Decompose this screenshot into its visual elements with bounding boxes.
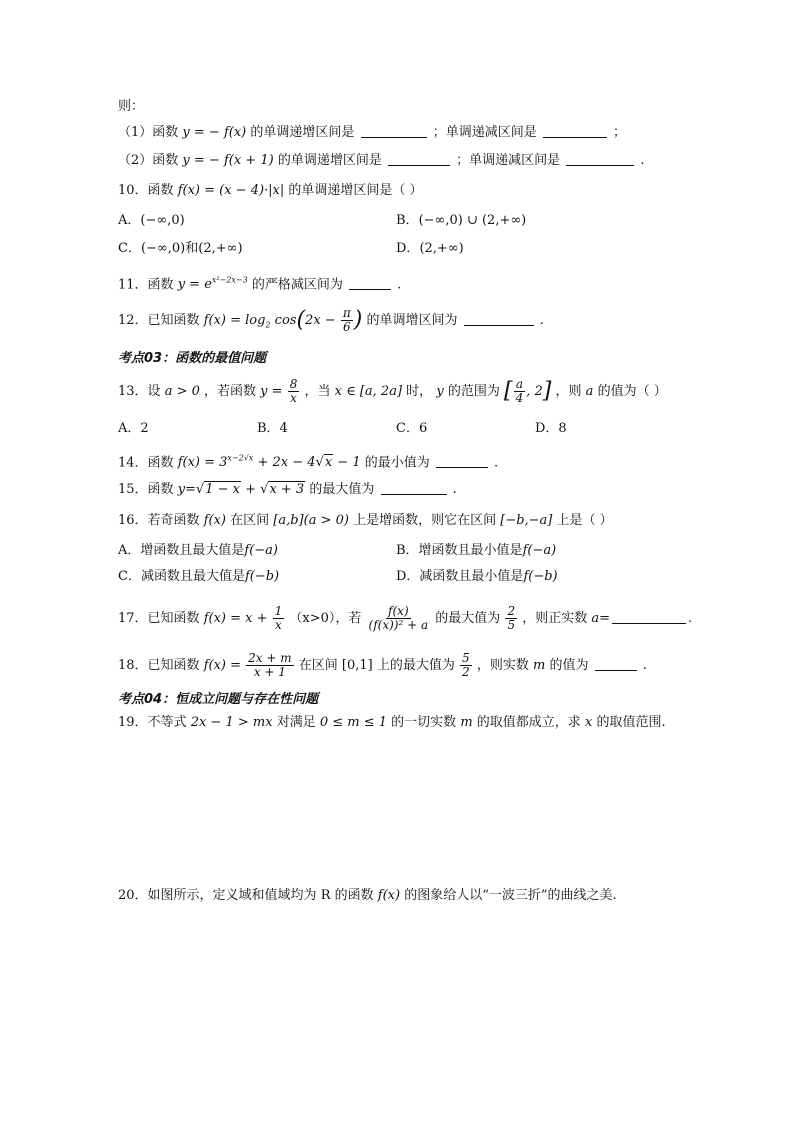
text: A．2 <box>118 421 149 436</box>
formula: m <box>460 715 473 730</box>
text: D．8 <box>535 421 567 436</box>
option-d[interactable] <box>396 567 558 587</box>
text: . <box>640 153 645 168</box>
text: . <box>539 313 544 328</box>
text: B． <box>396 213 419 228</box>
text: B．增函数且最小值是 <box>396 543 523 558</box>
text: ，当 <box>304 384 331 399</box>
formula: x ∈ [a, 2a] <box>334 384 403 399</box>
formula: f(−b) <box>244 569 280 584</box>
text: ；单调递减区间是 <box>456 153 561 168</box>
formula: y=√1 − x + √x + 3 <box>177 482 305 497</box>
intro-line <box>118 97 144 117</box>
answer-blank[interactable] <box>349 275 391 290</box>
text: （1）函数 <box>118 125 179 140</box>
text: D． <box>396 241 420 256</box>
q9-part2 <box>118 151 645 171</box>
option-d[interactable] <box>535 419 567 439</box>
text: 20．如图所示，定义域和值域均为 <box>118 888 317 903</box>
option-c[interactable] <box>396 419 427 439</box>
section-heading-03 <box>118 349 266 369</box>
text: C． <box>396 421 419 436</box>
text: 16．若奇函数 <box>118 513 200 528</box>
formula: $f(x) = \log_2 \cos(2x$ − $\frac{\pi}{6}$ ) <box>203 306 363 334</box>
text: （x>0），若 <box>289 611 362 626</box>
formula: f(x) = (x − 4)·|x| <box>177 183 285 198</box>
formula: (2,+∞) <box>419 241 464 256</box>
answer-blank[interactable] <box>612 609 686 624</box>
text: 上是增函数，则它在区间 <box>353 513 497 528</box>
formula: f(−b) <box>523 569 558 584</box>
text: 的取值都成立，求 <box>476 715 581 730</box>
formula: $\frac{2}{5}$ <box>507 604 516 632</box>
formula: 2x − 1 > mx <box>190 715 273 730</box>
question-11 <box>118 271 401 295</box>
option-c[interactable] <box>118 567 279 587</box>
text: 的一切实数 <box>391 715 457 730</box>
text: A． <box>118 213 141 228</box>
text: B．4 <box>257 421 288 436</box>
text: A．增函数且最大值是 <box>118 543 245 558</box>
formula: x <box>584 715 593 730</box>
formula: [−b,−a] <box>500 513 553 528</box>
question-12 <box>118 307 544 336</box>
formula: m <box>532 658 546 673</box>
section-heading-04 <box>118 690 318 710</box>
text: 考点04：恒成立问题与存在性问题 <box>118 692 319 707</box>
formula: a > 0 <box>164 384 200 399</box>
answer-blank[interactable] <box>361 123 427 138</box>
text: 和 <box>185 241 199 256</box>
text: 的图象给人以“一波三折”的曲线之美. <box>404 888 617 903</box>
answer-blank[interactable] <box>464 311 534 326</box>
option-a[interactable] <box>118 211 185 231</box>
text: 上是（ ） <box>556 513 613 528</box>
text: 则： <box>118 99 145 114</box>
formula: (−∞,0) ∪ (2,+∞) <box>418 213 527 228</box>
text: 19．不等式 <box>118 715 187 730</box>
formula: $y = e^{x^2-2x-3}$ <box>177 276 248 293</box>
answer-blank[interactable] <box>595 656 637 671</box>
formula: f(−a) <box>522 543 557 558</box>
text: 时， <box>406 384 433 399</box>
text: ，则正实数 <box>522 611 588 626</box>
formula: [0,1] <box>341 658 373 673</box>
formula: $\frac{f(x)}{\text{(f(x))² + a}}$ <box>368 604 429 632</box>
text: 上的最大值为 <box>376 658 455 673</box>
question-14 <box>118 449 498 473</box>
formula: (−∞,0) <box>140 241 186 256</box>
formula: f(x) <box>203 513 226 528</box>
question-15 <box>118 480 457 500</box>
formula: y <box>436 384 444 399</box>
formula: a <box>585 384 594 399</box>
formula: 0 ≤ m ≤ 1 <box>319 715 388 730</box>
text: 的严格减区间为 <box>251 277 343 293</box>
text: . <box>642 658 647 673</box>
text: 的单调递增区间是 <box>277 153 382 168</box>
text: 的最大值为 <box>309 482 375 497</box>
answer-blank[interactable] <box>436 453 488 468</box>
text: （2）函数 <box>118 153 179 168</box>
text: 11．函数 <box>118 277 174 293</box>
text: 15．函数 <box>118 482 174 497</box>
formula: f(−a) <box>244 543 278 558</box>
question-13 <box>118 378 667 405</box>
text: 对满足 <box>276 715 316 730</box>
text: C．减函数且最大值是 <box>118 569 245 584</box>
text: 在区间 <box>298 658 338 673</box>
text: 12．已知函数 <box>118 313 200 328</box>
text: . <box>688 611 693 626</box>
option-c[interactable] <box>118 239 243 259</box>
formula: f(x) <box>377 888 401 903</box>
formula: [a,b](a > 0) <box>273 513 349 528</box>
formula: f(x) = $\frac{2x + m}{x + 1}$ <box>203 651 292 679</box>
text: 考点03：函数的最值问题 <box>118 351 267 366</box>
text: 的范围为 <box>447 384 500 399</box>
text: 在区间 <box>230 513 270 528</box>
text: 18．已知函数 <box>118 658 200 673</box>
option-b[interactable] <box>257 419 288 439</box>
q9-part1 <box>118 123 626 143</box>
text: ，若函数 <box>204 384 257 399</box>
text: 13．设 <box>118 384 161 399</box>
text: ；单调递减区间是 <box>432 125 537 140</box>
text: . <box>452 482 457 497</box>
text: 的单调递增区间是 <box>250 125 355 140</box>
answer-blank[interactable] <box>566 151 634 166</box>
question-20 <box>118 886 617 906</box>
formula: (2,+∞) <box>198 241 243 256</box>
text: 的最小值为 <box>364 455 430 471</box>
text: = <box>599 611 611 626</box>
option-b[interactable] <box>396 211 526 231</box>
text: 的单调增区间为 <box>366 313 458 328</box>
option-d[interactable] <box>396 239 464 259</box>
question-17 <box>118 605 692 632</box>
answer-blank[interactable] <box>543 123 607 138</box>
question-10 <box>118 181 423 201</box>
text: 的取值范围. <box>596 715 666 730</box>
formula: y = $\frac{8}{x}$ <box>260 377 298 405</box>
text: 的函数 <box>334 888 374 903</box>
text: 14．函数 <box>118 455 174 471</box>
text: ； <box>612 125 626 140</box>
text: D．减函数且最小值是 <box>396 569 524 584</box>
formula: (−∞,0) <box>140 213 185 228</box>
formula: y = − f(x + 1) <box>182 153 274 168</box>
option-b[interactable] <box>396 541 556 561</box>
text: 17．已知函数 <box>118 611 200 626</box>
text: ，则 <box>555 384 582 399</box>
text: . <box>397 277 402 293</box>
formula: $f(x) = 3^{x-2√x} + 2x - 4√x - 1$ <box>177 454 361 471</box>
text: 6 <box>418 421 428 436</box>
formula: [ $\frac{a}{4}$ , 2] <box>503 377 552 405</box>
text: ，则实数 <box>476 658 529 673</box>
text: 的最大值为 <box>435 611 501 626</box>
text: 的值为（ ） <box>597 384 667 399</box>
text: C． <box>118 241 141 256</box>
option-a[interactable] <box>118 541 278 561</box>
text: R <box>320 888 331 903</box>
text: 的单调递增区间是（ ） <box>288 183 423 198</box>
question-16 <box>118 511 613 531</box>
formula: y = − f(x) <box>182 125 247 140</box>
formula: f(x) = x + $\frac{1}{x}$ <box>203 604 283 632</box>
answer-blank[interactable] <box>388 151 450 166</box>
answer-blank[interactable] <box>381 480 447 495</box>
question-19 <box>118 713 666 733</box>
formula: a <box>591 611 600 626</box>
text: . <box>494 455 499 471</box>
option-a[interactable] <box>118 419 149 439</box>
text: 的值为 <box>549 658 589 673</box>
formula: $\frac{5}{2}$ <box>462 651 470 679</box>
text: 10．函数 <box>118 183 174 198</box>
question-18 <box>118 652 647 679</box>
